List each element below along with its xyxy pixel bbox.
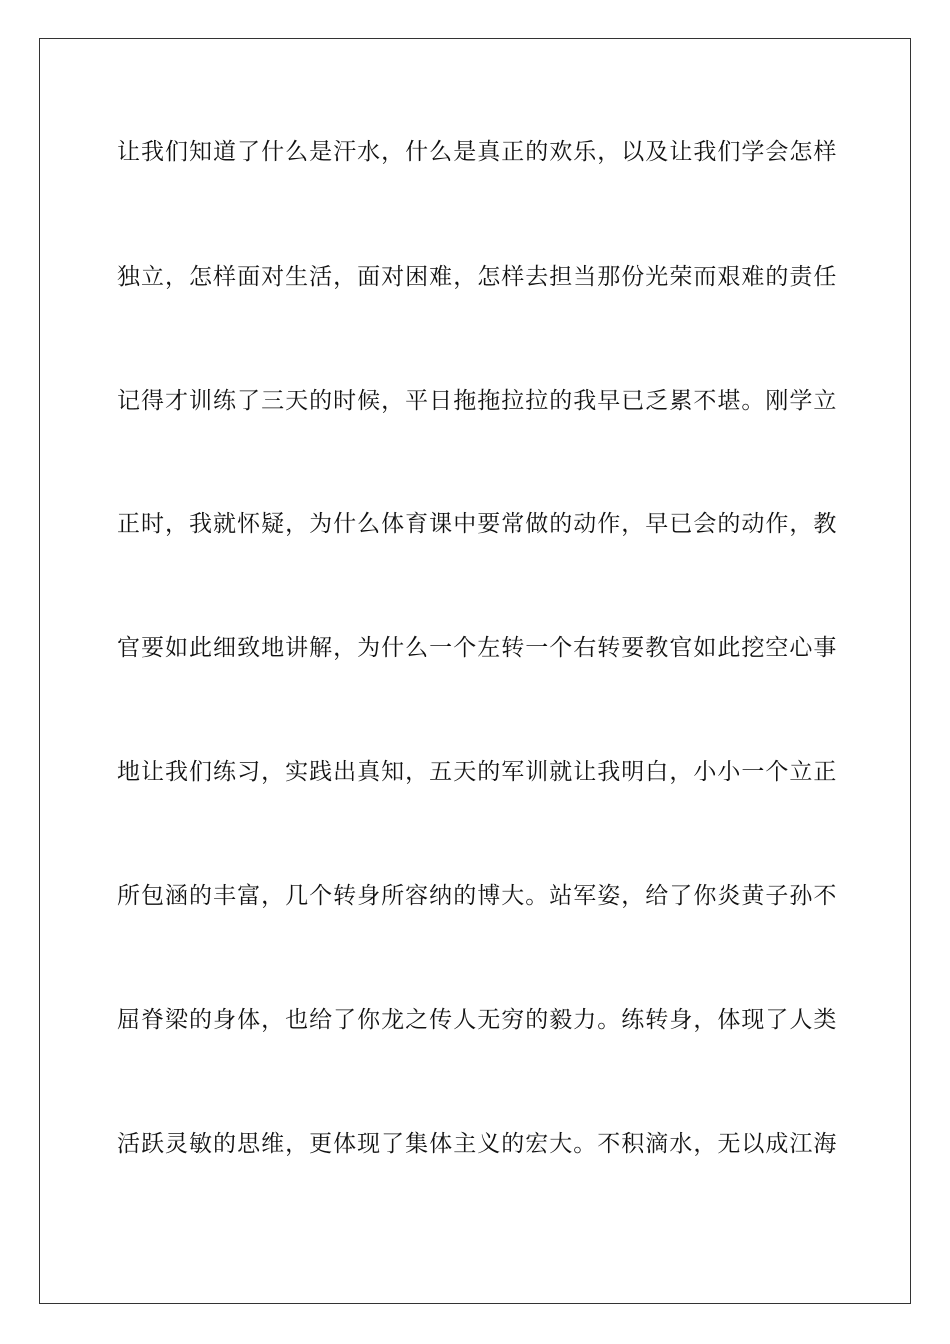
paragraph-line: 正时，我就怀疑，为什么体育课中要常做的动作，早已会的动作，教 bbox=[117, 511, 837, 537]
paragraph-line: 独立，怎样面对生活，面对困难，怎样去担当那份光荣而艰难的责任 bbox=[117, 264, 837, 290]
paragraph-line: 所包涵的丰富，几个转身所容纳的博大。站军姿，给了你炎黄子孙不 bbox=[117, 883, 837, 909]
paragraph-line: 屈脊梁的身体，也给了你龙之传人无穷的毅力。练转身，体现了人类 bbox=[117, 1007, 837, 1033]
paragraph-line: 记得才训练了三天的时候，平日拖拖拉拉的我早已乏累不堪。刚学立 bbox=[117, 388, 837, 414]
paragraph-line: 活跃灵敏的思维，更体现了集体主义的宏大。不积滴水，无以成江海 bbox=[117, 1131, 837, 1157]
paragraph-line: 让我们知道了什么是汗水，什么是真正的欢乐，以及让我们学会怎样 bbox=[117, 139, 837, 165]
page-border bbox=[39, 38, 911, 1304]
paragraph-line: 官要如此细致地讲解，为什么一个左转一个右转要教官如此挖空心事 bbox=[117, 635, 837, 661]
paragraph-line: 地让我们练习，实践出真知，五天的军训就让我明白，小小一个立正 bbox=[117, 759, 837, 785]
